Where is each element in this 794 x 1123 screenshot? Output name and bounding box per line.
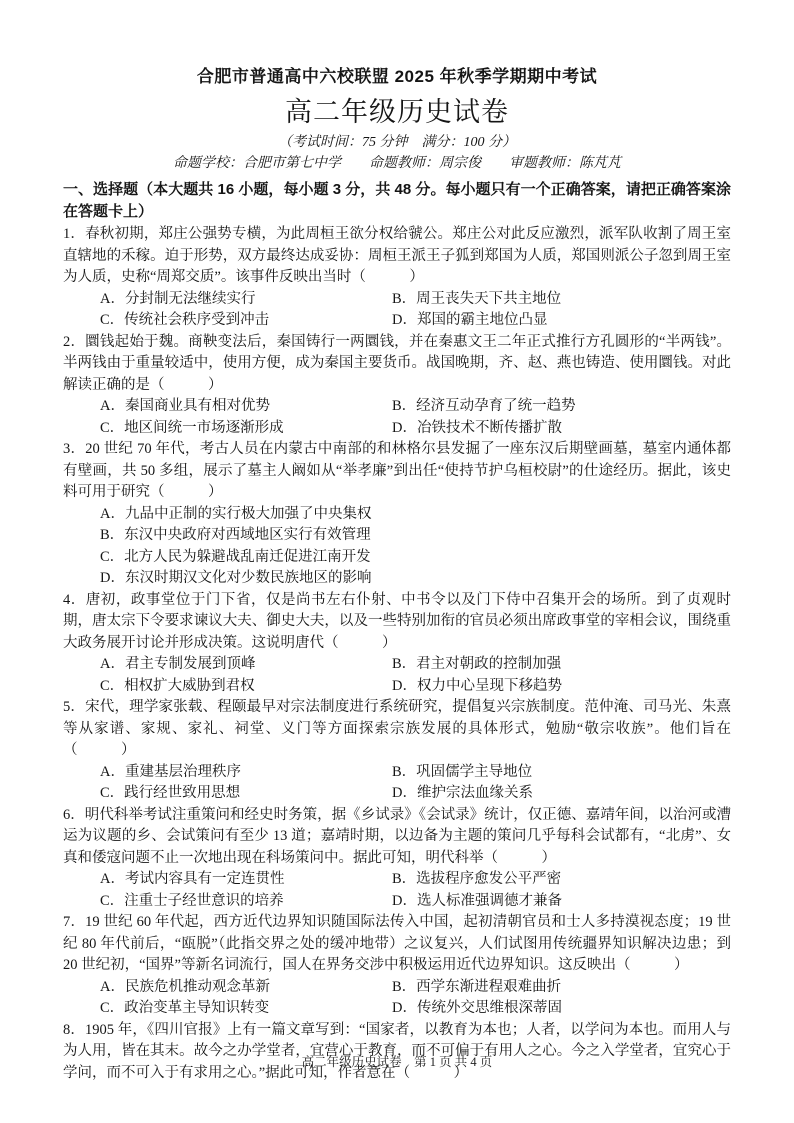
page-footer: 高二年级历史试卷 第 1 页 共 4 页 <box>301 1055 493 1069</box>
question-2-option-c: C．地区间统一市场逐渐形成 <box>100 419 284 436</box>
question-7-option-d: D．传统外交思维根深蒂固 <box>392 1000 562 1016</box>
question-7-options <box>63 977 731 1020</box>
question-2-option-b: B．经济互动孕育了统一趋势 <box>392 398 576 414</box>
question-8 <box>63 1020 731 1085</box>
question-1-option-a: A．分封制无法继续实行 <box>100 290 256 307</box>
question-6-option-b: B．选拔程序愈发公平严密 <box>392 871 562 887</box>
question-1-option-b: B．周王丧失天下共主地位 <box>392 290 562 307</box>
question-2-stem: 2．圜钱起始于魏。商鞅变法后，秦国铸行一两圜钱，并在秦惠文王二年正式推行方孔圆形的“半两钱”。半两钱由于重量较适中，使用方便，成为秦国主要货币。战国晚期，齐、赵、燕也铸造、使用圜钱。对此解读正确的是（ ） <box>63 333 731 393</box>
question-7-stem: 7．19 世纪 60 年代起，西方近代边界知识随国际法传入中国，起初清朝官员和士人多持漠视态度；19 世纪 80 年代前后，“瓯脱”（此指交界之处的缓冲地带）之议复兴，人们试图用传统疆界知识解决边患；到 20 世纪初，“国界”等新名词流行，国人在界务交涉中积极运用近代边界知识。这反映出（ ） <box>63 914 731 973</box>
question-5-option-d: D．维护宗法血缘关系 <box>392 785 533 801</box>
question-6 <box>63 805 731 913</box>
question-4-option-c: C．相权扩大威胁到君权 <box>100 677 255 694</box>
question-1-stem: 1．春秋初期，郑庄公强势专横，为此周桓王欲分权给虢公。郑庄公对此反应激烈，派军队收割了周王室直辖地的禾稼。迫于形势，双方最终达成妥协：周桓王派王子狐到郑国为人质，郑国则派公子忽到周王室为人质，史称“周郑交质”。该事件反映出当时（ ） <box>63 226 731 285</box>
exam-title: 合肥市普通高中六校联盟 2025 年秋季学期期中考试 <box>196 67 598 86</box>
question-1 <box>63 224 731 332</box>
question-6-options <box>63 869 731 912</box>
committee-line: 命题学校：合肥市第七中学 命题教师：周宗俊 审题教师：陈芃芃 <box>173 156 621 171</box>
question-3-stem: 3．20 世纪 70 年代，考古人员在内蒙古中南部的和林格尔县发掘了一座东汉后期壁画墓，墓室内通体都有壁画，共 50 多组，展示了墓主人阚如从“举孝廉”到出任“使持节护乌桓校尉”的仕途经历。据此，该史料可用于研究（ ） <box>63 441 731 500</box>
question-1-option-c: C．传统社会秩序受到冲击 <box>100 312 270 328</box>
question-6-stem: 6．明代科举考试注重策问和经史时务策，据《乡试录》《会试录》统计，仅正德、嘉靖年间，以治河或漕运为议题的乡、会试策问有至少 13 道；嘉靖时期，以边备为主题的策问几乎每科会试都有，“北虏”、女真和倭寇问题不止一次地出现在科场策问中。据此可知，明代科举（ ） <box>63 806 731 866</box>
question-7 <box>63 912 731 1020</box>
question-2-option-a: A．秦国商业具有相对优势 <box>100 398 270 414</box>
question-7-option-b: B．西学东渐进程艰难曲折 <box>392 978 562 995</box>
question-2-options <box>63 396 731 439</box>
question-2-option-d: D．冶铁技术不断传播扩散 <box>392 419 562 436</box>
question-6-option-d: D．选人标准强调德才兼备 <box>392 892 562 909</box>
question-4-option-a: A．君主专制发展到顶峰 <box>100 656 256 672</box>
question-3-option-d: D．东汉时期汉文化对少数民族地区的影响 <box>100 570 372 586</box>
question-5-stem: 5．宋代，理学家张载、程颐最早对宗法制度进行系统研究，提倡复兴宗族制度。范仲淹、司马光、朱熹等从家谱、家规、家礼、祠堂、义门等方面探索宗族发展的具体形式，勉励“敬宗收族”。他们旨在（ ） <box>63 699 731 758</box>
question-4-options <box>63 654 731 697</box>
question-7-option-c: C．政治变革主导知识转变 <box>100 1000 270 1016</box>
exam-subtitle: 高二年级历史试卷 <box>285 97 509 127</box>
question-2 <box>63 332 731 440</box>
question-5 <box>63 697 731 805</box>
section-heading-multiple-choice: 一、选择题（本大题共 16 小题，每小题 3 分，共 48 分。每小题只有一个正确答案，请把正确答案涂在答题卡上） <box>63 181 731 220</box>
question-1-options <box>63 289 731 332</box>
question-4-stem: 4．唐初，政事堂位于门下省，仅是尚书左右仆射、中书令以及门下侍中召集开会的场所。到了贞观时期，唐太宗下令要求谏议大夫、御史大夫，以及一些特别加衔的官员必须出席政事堂的宰相会议，围绕重大政务展开讨论并形成决策。这说明唐代（ ） <box>63 591 731 651</box>
question-5-option-a: A．重建基层治理秩序 <box>100 763 241 780</box>
question-3-option-b: B．东汉中央政府对西域地区实行有效管理 <box>100 527 371 543</box>
exam-info-line: （考试时间：75 分钟 满分：100 分） <box>278 135 516 150</box>
question-4-option-b: B．君主对朝政的控制加强 <box>392 656 562 672</box>
question-5-options <box>63 762 731 805</box>
question-3-option-c: C．北方人民为躲避战乱南迁促进江南开发 <box>100 548 371 565</box>
question-6-option-c: C．注重士子经世意识的培养 <box>100 892 284 909</box>
question-1-option-d: D．郑国的霸主地位凸显 <box>392 312 548 328</box>
question-8-stem: 8．1905 年，《四川官报》上有一篇文章写到：“国家者，以教育为本也；人者，以学问为本也。而用人与为人用，皆在其末。故今之办学堂者，宜营心于教育，而不可偏于有用人之心。今之入学堂者，宜究心于学问，而不可入于有求用之心。”据此可知，作者意在（ ） <box>63 1021 731 1081</box>
question-4 <box>63 590 731 698</box>
question-5-option-c: C．践行经世致用思想 <box>100 785 241 801</box>
question-5-option-b: B．巩固儒学主导地位 <box>392 763 533 780</box>
question-3-option-a: A．九品中正制的实行极大加强了中央集权 <box>100 505 372 522</box>
question-7-option-a: A．民族危机推动观念革新 <box>100 978 270 995</box>
question-4-option-d: D．权力中心呈现下移趋势 <box>392 677 562 694</box>
question-3-options <box>63 504 731 590</box>
question-6-option-a: A．考试内容具有一定连贯性 <box>100 871 285 887</box>
question-3 <box>63 439 731 590</box>
